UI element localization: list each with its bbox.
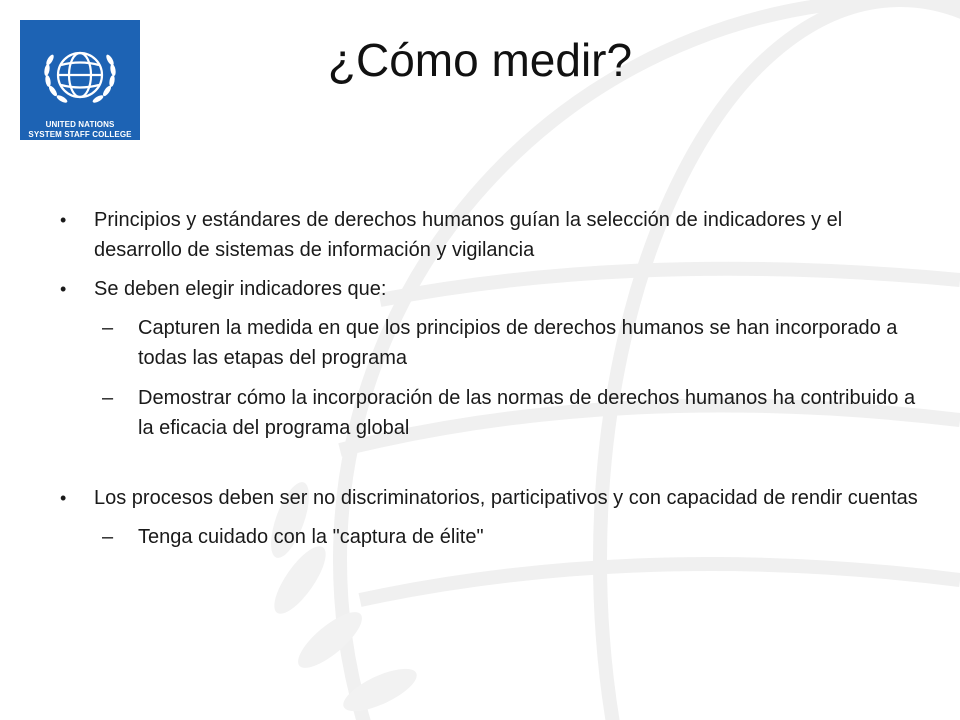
unssc-logo	[20, 20, 140, 140]
bullet-item	[60, 274, 920, 304]
bullet-marker: •	[60, 279, 67, 299]
slide-content	[60, 205, 920, 562]
sub-item	[60, 383, 920, 443]
bullet-text: Los procesos deben ser no discriminatorios, participativos y con capacidad de rendir cuentas	[94, 487, 918, 509]
sub-item-text: Capturen la medida en que los principios de derechos humanos se han incorporado a todas las etapas del programa	[138, 317, 898, 369]
sub-item	[60, 313, 920, 373]
sub-item-text: Tenga cuidado con la "captura de élite"	[138, 526, 484, 548]
spacer	[60, 453, 920, 483]
sub-item-text: Demostrar cómo la incorporación de las normas de derechos humanos ha contribuido a la eficacia del programa global	[138, 387, 916, 439]
bullet-item	[60, 205, 920, 265]
dash-marker: –	[102, 526, 114, 548]
logo-line-2: SYSTEM STAFF COLLEGE	[28, 130, 132, 139]
un-emblem-icon	[20, 20, 140, 120]
bullet-text: Principios y estándares de derechos humanos guían la selección de indicadores y el desarrollo de sistemas de información y vigilancia	[94, 209, 843, 261]
dash-marker: –	[102, 317, 114, 339]
bullet-text: Se deben elegir indicadores que:	[94, 278, 387, 300]
bullet-marker: •	[60, 210, 67, 230]
dash-marker: –	[102, 387, 114, 409]
logo-line-1: UNITED NATIONS	[45, 120, 115, 129]
bullet-item	[60, 483, 920, 513]
slide-title: ¿Cómo medir?	[327, 34, 633, 86]
sub-item	[60, 522, 920, 552]
bullet-marker: •	[60, 488, 67, 508]
